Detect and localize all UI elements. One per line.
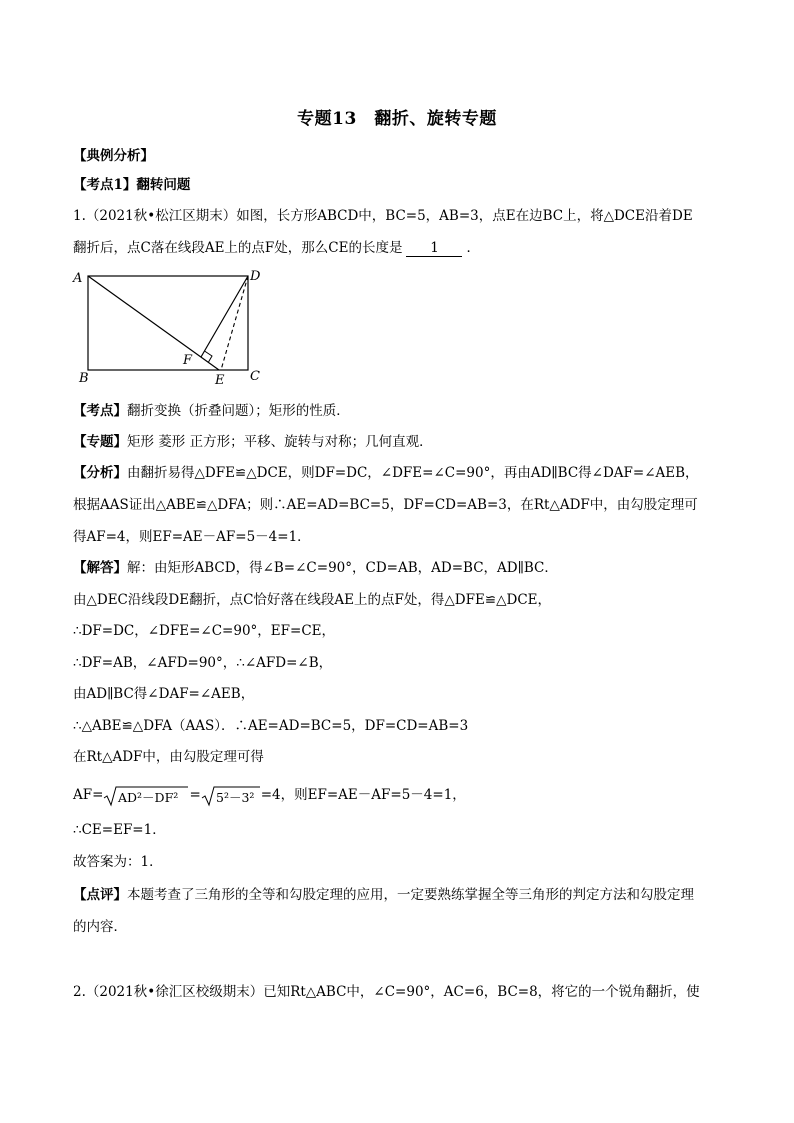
jieda-line-1 (73, 558, 558, 578)
segment-ae (88, 276, 219, 370)
question-1-line-2 (73, 238, 480, 258)
kaodian-line (73, 401, 350, 421)
fenxi-text-1: 由翻折易得△DFE≌△DCE，则DF=DC，∠DFE=∠C=90°，再由AD∥BC得∠DAF=∠AEB， (127, 465, 699, 481)
formula-equals: = (189, 787, 201, 803)
question-2-line-1: 2.（2021秋•徐汇区校级期末）已知Rt△ABC中，∠C=90°，AC=6，BC=8，将它的一个锐角翻折，使 (73, 984, 700, 1000)
section-label: 【典例分析】 (73, 148, 154, 164)
answer-blank: 1 (406, 240, 462, 257)
pythagorean-formula (73, 783, 466, 807)
page-title: 专题13 翻折、旋转专题 (297, 109, 497, 129)
jieda-tag: 【解答】 (73, 560, 127, 576)
jieda-line-6: ∴△ABE≌△DFA（AAS）．∴AE=AD=BC=5，DF=CD=AB=3 (73, 718, 469, 734)
rectangle-abcd (88, 276, 248, 370)
dianping-tag: 【点评】 (73, 887, 127, 903)
label-f: F (183, 353, 193, 368)
kaodian-tag: 【考点】 (73, 403, 127, 419)
jieda-line-2: 由△DEC沿线段DE翻折，点C恰好落在线段AE上的点F处，得△DFE≌△DCE， (73, 592, 551, 608)
fenxi-line-2: 根据AAS证出△ABE≌△DFA；则∴AE=AD=BC=5，DF=CD=AB=3，在Rt△ADF中，由勾股定理可 (73, 497, 698, 513)
jieda-line-4: ∴DF=AB，∠AFD=90°，∴∠AFD=∠B， (73, 655, 333, 671)
fenxi-tag: 【分析】 (73, 465, 127, 481)
jieda-line-3: ∴DF=DC，∠DFE=∠C=90°，EF=CE， (73, 623, 336, 639)
dianping-line-2: 的内容． (73, 919, 127, 935)
jieda-text-1: 解：由矩形ABCD，得∠B=∠C=90°，CD=AB，AD=BC，AD∥BC． (127, 560, 558, 576)
formula-prefix: AF= (73, 787, 104, 803)
kaodian-text: 翻折变换（折叠问题）；矩形的性质． (127, 403, 350, 419)
sqrt-5-3 (201, 785, 261, 807)
jieda-line-10: 故答案为：1． (73, 854, 163, 870)
label-e: E (215, 373, 225, 388)
zhuanti-line (73, 432, 433, 452)
radicand-1: AD²－DF² (118, 789, 179, 805)
topic-label: 【考点1】翻转问题 (73, 177, 191, 193)
dianping-line-1 (73, 885, 694, 905)
label-d: D (250, 269, 261, 284)
geometry-diagram (70, 268, 270, 392)
zhuanti-text: 矩形 菱形 正方形；平移、旋转与对称；几何直观． (127, 434, 433, 450)
zhuanti-tag: 【专题】 (73, 434, 127, 450)
formula-suffix: =4，则EF=AE－AF=5－4=1， (260, 787, 466, 803)
rectangle-figure (70, 268, 270, 396)
sqrt-ad-df (103, 785, 189, 807)
question-1-line-1: 1.（2021秋•松江区期末）如图，长方形ABCD中，BC=5，AB=3，点E在边BC上，将△DCE沿着DE (73, 208, 693, 224)
jieda-line-5: 由AD∥BC得∠DAF=∠AEB， (73, 686, 255, 702)
jieda-line-9: ∴CE=EF=1． (73, 822, 166, 838)
segment-de-dashed (221, 276, 248, 370)
fenxi-line-1 (73, 463, 699, 483)
label-c: C (250, 369, 260, 384)
dianping-text-1: 本题考查了三角形的全等和勾股定理的应用，一定要熟练掌握全等三角形的判定方法和勾股定理 (127, 887, 694, 903)
label-a: A (73, 271, 83, 286)
segment-df (201, 276, 248, 357)
fenxi-line-3: 得AF=4，则EF=AE－AF=5－4=1． (73, 529, 311, 545)
jieda-line-7: 在Rt△ADF中，由勾股定理可得 (73, 749, 264, 765)
question-1-end: ． (466, 240, 480, 256)
label-b: B (79, 371, 89, 386)
question-1-prompt: 翻折后，点C落在线段AE上的点F处，那么CE的长度是 (73, 240, 403, 256)
radicand-2: 5²－3² (215, 789, 255, 805)
